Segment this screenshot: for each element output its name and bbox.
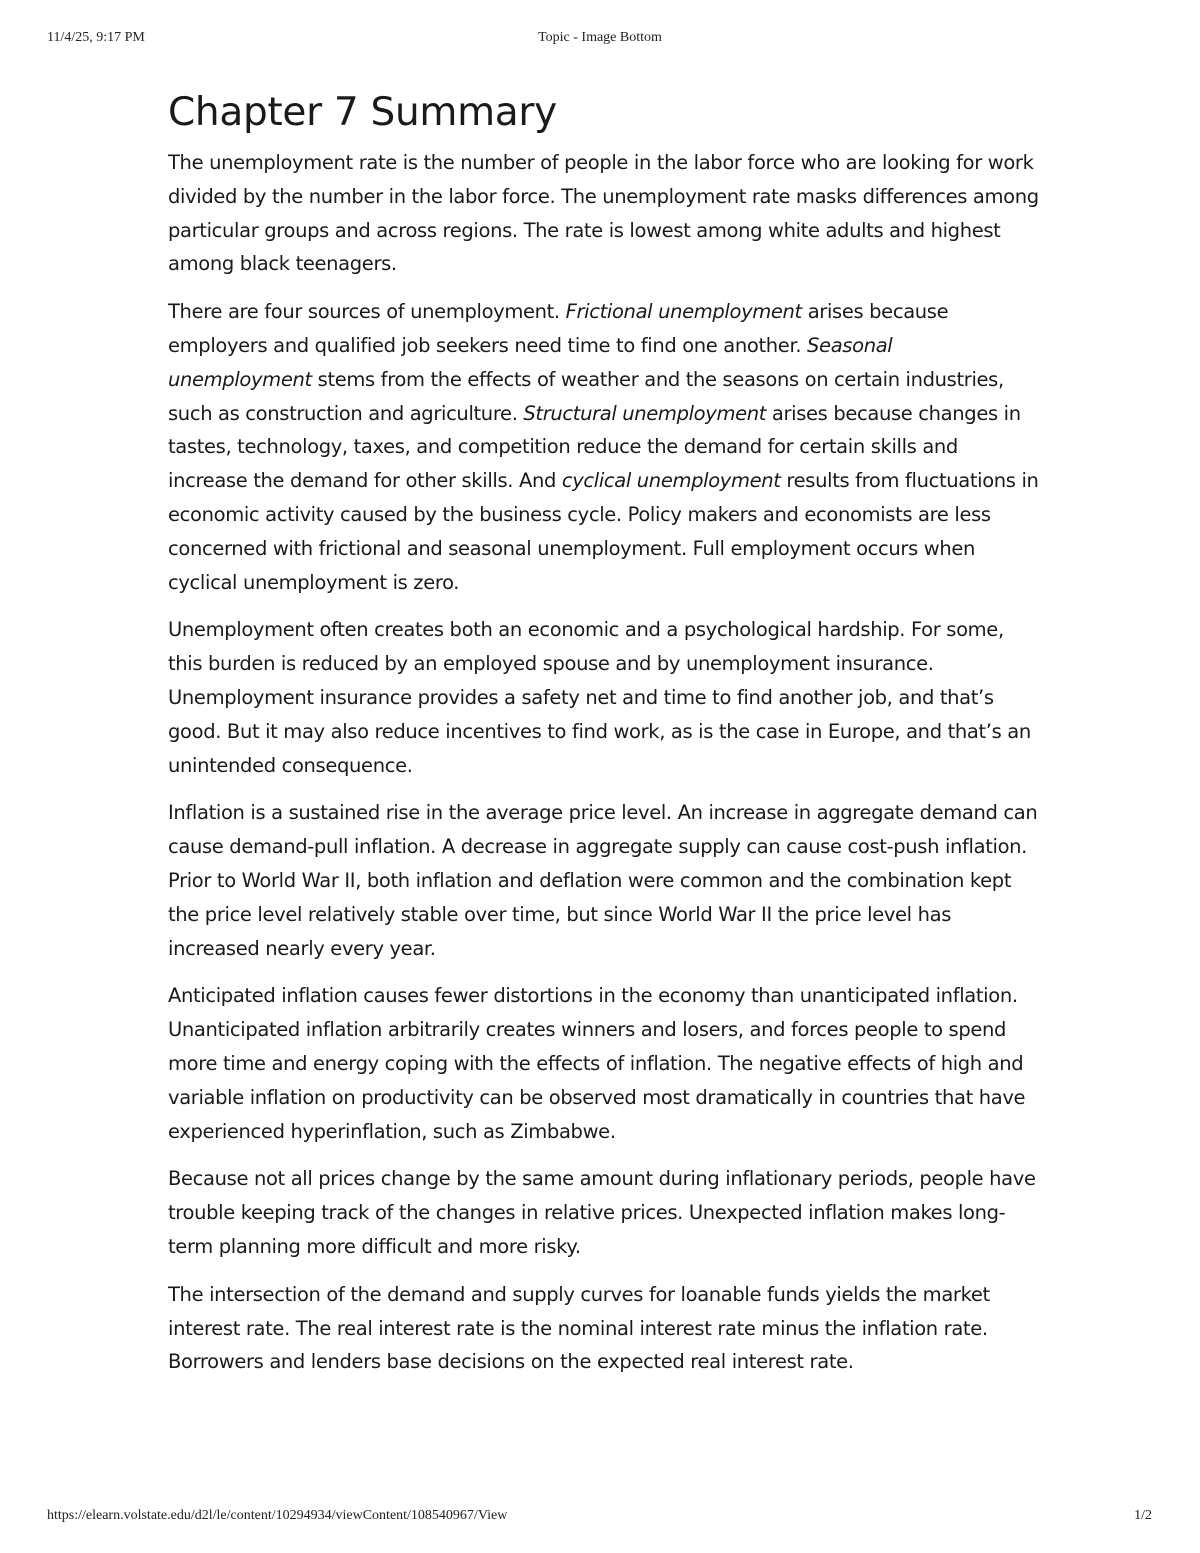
text-run: arises because employers and qualified job seekers need time to find one another. xyxy=(168,300,949,357)
print-page-title: Topic - Image Bottom xyxy=(538,30,662,45)
term-cyclical-unemployment: cyclical unemployment xyxy=(561,469,781,493)
paragraph-unemployment-hardship: Unemployment often creates both an economic and a psychological hardship. For some, this burden is reduced by an employed spouse and by unemployment insurance. Unemployment insurance provides a safety net and time to find another job, and that’s good. But it may also reduce incentives to find work, as is the case in Europe, and that’s an unintended consequence. xyxy=(168,618,1031,777)
paragraph-inflation-definition: Inflation is a sustained rise in the average price level. An increase in aggregate demand can cause demand-pull inflation. A decrease in aggregate supply can cause cost-push inflation. Prior to World War II, both inflation and deflation were common and the combination kept the price level relatively stable over time, but since World War II the price level has increased nearly every year. xyxy=(168,801,1038,960)
print-header xyxy=(0,26,1200,46)
print-footer xyxy=(0,1505,1200,1525)
page-title: Chapter 7 Summary xyxy=(168,90,557,135)
text-run: stems from the effects of weather and the seasons on certain industries, such as construction and agriculture. xyxy=(168,367,1004,425)
text-run: There are four sources of unemployment. xyxy=(168,300,566,324)
paragraph-anticipated-inflation: Anticipated inflation causes fewer distortions in the economy than unanticipated inflation. Unanticipated inflation arbitrarily creates winners and losers, and forces people to spend more time and energy coping with the effects of inflation. The negative effects of high and variable inflation on productivity can be observed most dramatically in countries that have experienced hyperinflation, such as Zimbabwe. xyxy=(168,984,1026,1143)
text-run: results from fluctuations in economic activity caused by the business cycle. Policy makers and economists are less concerned with frictional and seasonal unemployment. Full employment occurs when cyclical unemployment is zero. xyxy=(168,469,1039,594)
print-page-url: https://elearn.volstate.edu/d2l/le/content/10294934/viewContent/108540967/View xyxy=(47,1508,508,1523)
term-structural-unemployment: Structural unemployment xyxy=(523,401,767,425)
term-frictional-unemployment: Frictional unemployment xyxy=(565,300,802,324)
paragraph-unemployment-sources xyxy=(168,295,1040,599)
paragraph-interest-rate: The intersection of the demand and supply curves for loanable funds yields the market interest rate. The real interest rate is the nominal interest rate minus the inflation rate. Borrowers and lenders base decisions on the expected real interest rate. xyxy=(168,1282,990,1374)
term-seasonal-unemployment: Seasonal unemployment xyxy=(168,333,893,391)
document-content xyxy=(168,86,1040,1393)
paragraph-relative-prices: Because not all prices change by the same amount during inflationary periods, people have trouble keeping track of the changes in relative prices. Unexpected inflation makes long-term planning more difficult and more risky. xyxy=(168,1167,1036,1258)
print-date-time: 11/4/25, 9:17 PM xyxy=(47,30,145,45)
paragraph-unemployment-rate: The unemployment rate is the number of people in the labor force who are looking for work divided by the number in the labor force. The unemployment rate masks differences among particular groups and across regions. The rate is lowest among white adults and highest among black teenagers. xyxy=(168,151,1039,276)
text-run: arises because changes in tastes, technology, taxes, and competition reduce the demand for certain skills and increase the demand for other skills. And xyxy=(168,401,1021,493)
print-page-number: 1/2 xyxy=(1134,1508,1152,1523)
